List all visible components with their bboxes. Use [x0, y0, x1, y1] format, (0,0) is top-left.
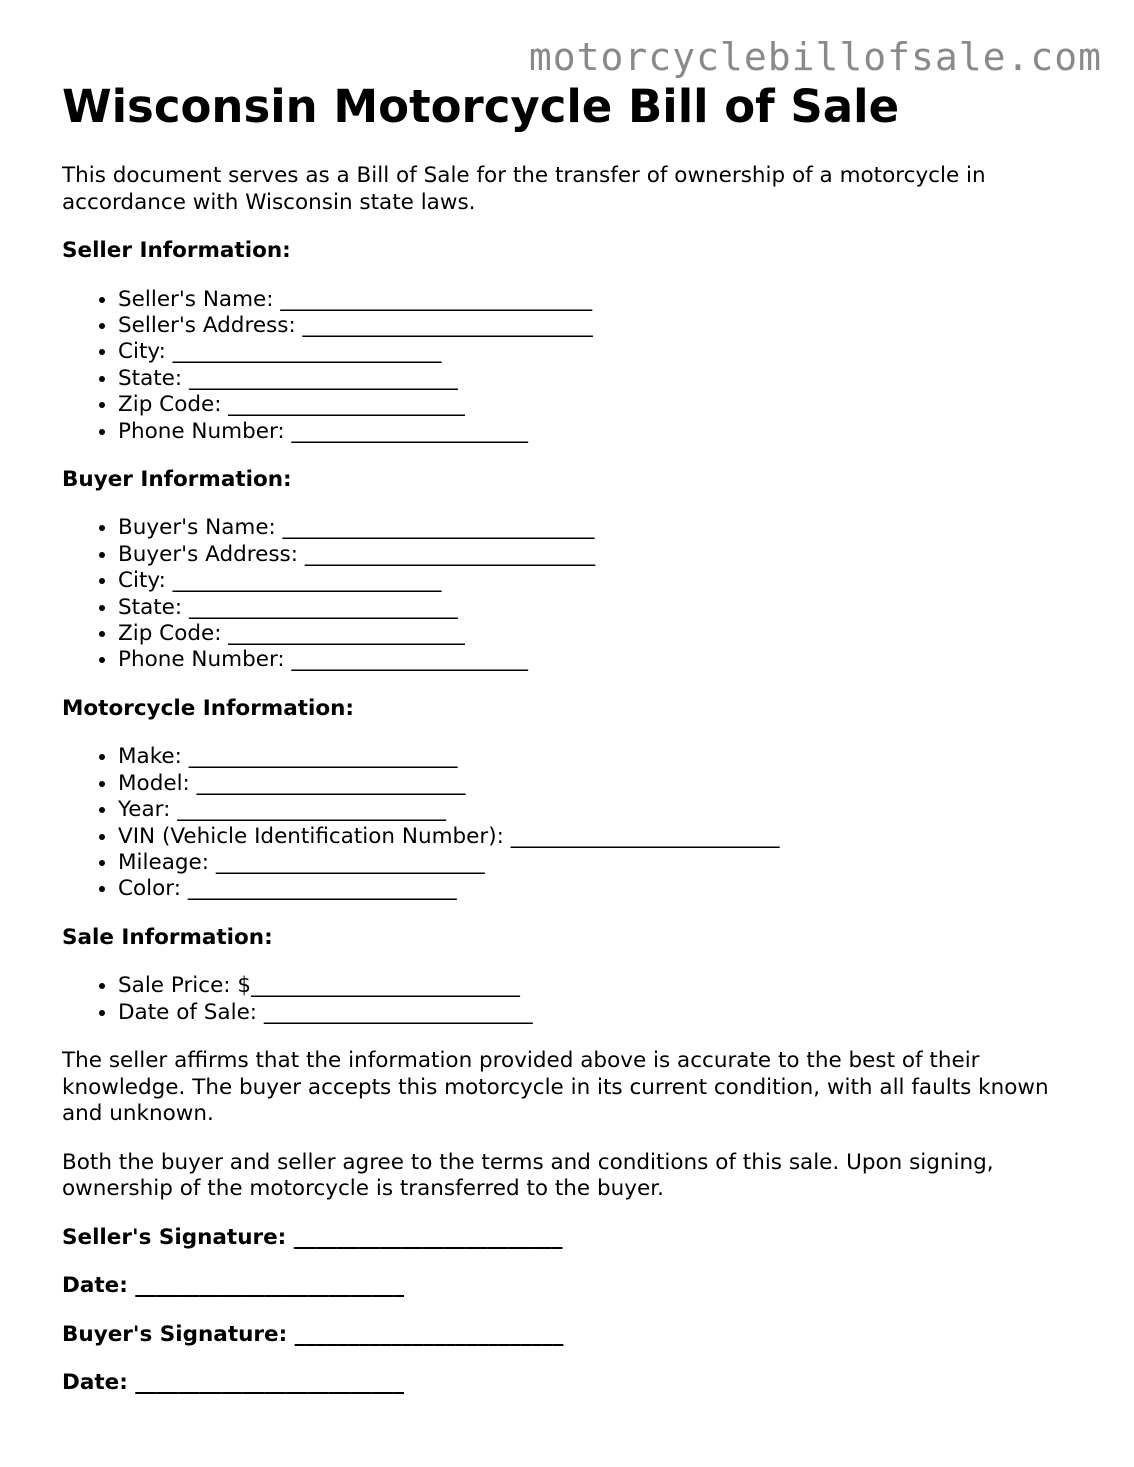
sale-fields-list [62, 973, 1072, 1026]
motorcycle-year-field: • Year: _________________________ [118, 797, 1072, 823]
motorcycle-mileage-field: • Mileage: _________________________ [118, 850, 1072, 876]
seller-zip-field: • Zip Code: ______________________ [118, 392, 1072, 418]
sale-section-heading: Sale Information: [62, 924, 273, 950]
intro-paragraph: This document serves as a Bill of Sale for the transfer of ownership of a motorcycle in accordance with Wisconsin state laws. [62, 163, 986, 215]
buyer-section-heading: Buyer Information: [62, 466, 292, 492]
buyer-city-field: • City: _________________________ [118, 568, 1072, 594]
site-watermark: motorcyclebillofsale.com [528, 35, 1102, 79]
motorcycle-section-heading: Motorcycle Information: [62, 695, 355, 721]
seller-city-field: • City: _________________________ [118, 339, 1072, 365]
seller-signature-line: Seller's Signature: _________________________ [62, 1224, 563, 1250]
seller-date-line: Date: _________________________ [62, 1273, 405, 1299]
buyer-date-line: Date: _________________________ [62, 1370, 405, 1396]
buyer-zip-field: • Zip Code: ______________________ [118, 621, 1072, 647]
seller-phone-field: • Phone Number: ______________________ [118, 419, 1072, 445]
sale-date-field: • Date of Sale: _________________________ [118, 1000, 1072, 1026]
seller-address-field: • Seller's Address: ___________________________ [118, 313, 1072, 339]
motorcycle-color-field: • Color: _________________________ [118, 876, 1072, 902]
agreement-paragraph: Both the buyer and seller agree to the terms and conditions of this sale. Upon signing, ownership of the motorcycle is transferred to the buyer. [62, 1149, 994, 1202]
motorcycle-make-field: • Make: _________________________ [118, 744, 1072, 770]
buyer-fields-list [62, 515, 1072, 673]
seller-section-heading: Seller Information: [62, 238, 291, 263]
motorcycle-vin-field: • VIN (Vehicle Identification Number): _________________________ [118, 824, 1072, 850]
buyer-address-field: • Buyer's Address: ___________________________ [118, 542, 1072, 568]
motorcycle-model-field: • Model: _________________________ [118, 771, 1072, 797]
motorcycle-fields-list [62, 744, 1072, 902]
seller-fields-list [62, 287, 1072, 445]
buyer-state-field: • State: _________________________ [118, 595, 1072, 621]
bill-of-sale-document [62, 80, 1072, 1397]
affirmation-paragraph: The seller affirms that the information provided above is accurate to the best of their knowledge. The buyer accepts this motorcycle in its current condition, with all faults known and unknown. [62, 1048, 1049, 1127]
buyer-phone-field: • Phone Number: ______________________ [118, 647, 1072, 673]
buyer-name-field: • Buyer's Name: _____________________________ [118, 515, 1072, 541]
page-title: Wisconsin Motorcycle Bill of Sale [62, 80, 900, 133]
seller-name-field: • Seller's Name: _____________________________ [118, 287, 1072, 313]
buyer-signature-line: Buyer's Signature: _________________________ [62, 1321, 564, 1347]
sale-price-field: • Sale Price: $_________________________ [118, 973, 1072, 999]
seller-state-field: • State: _________________________ [118, 366, 1072, 392]
